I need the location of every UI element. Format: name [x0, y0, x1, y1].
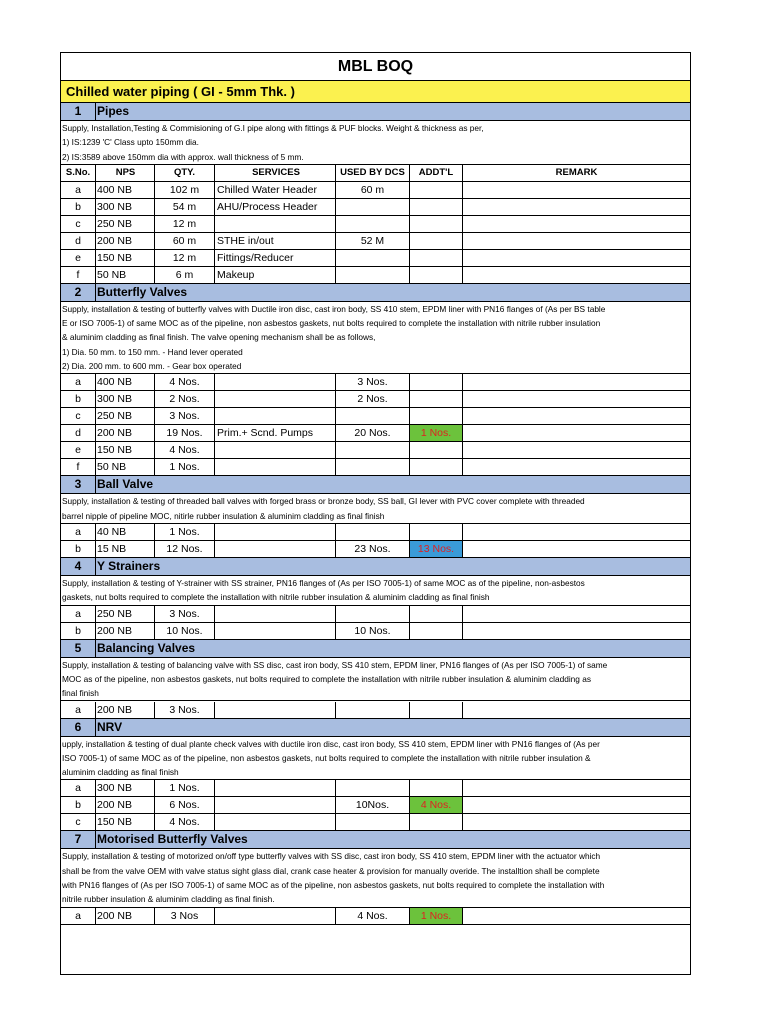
- table-row: [61, 391, 690, 408]
- description-line: final finish: [62, 688, 99, 699]
- section-description: [61, 494, 690, 524]
- table-row: [61, 199, 690, 216]
- nps-cell: 250 NB: [96, 606, 155, 622]
- section-number: 5: [61, 640, 96, 657]
- addtl-cell: 4 Nos.: [410, 797, 463, 813]
- used-by-dcs-cell: 2 Nos.: [336, 391, 410, 407]
- services-cell: [215, 216, 336, 232]
- section-number: 6: [61, 719, 96, 736]
- remark-cell: [463, 780, 690, 796]
- section-header: [61, 640, 690, 658]
- services-cell: AHU/Process Header: [215, 199, 336, 215]
- used-by-dcs-cell: [336, 524, 410, 540]
- qty-cell: 12 m: [155, 250, 215, 266]
- section-description: [61, 658, 690, 702]
- qty-cell: 4 Nos.: [155, 442, 215, 458]
- table-row: [61, 233, 690, 250]
- nps-cell: 300 NB: [96, 391, 155, 407]
- table-row: [61, 702, 690, 719]
- table-row: [61, 408, 690, 425]
- description-line: Supply, installation & testing of butterfly valves with Ductile iron disc, cast iron body, SS 410 stem, EPDM liner with PN16 flanges of (As per BS table: [62, 303, 606, 314]
- section-header: [61, 719, 690, 737]
- section-number: 1: [61, 103, 96, 120]
- description-line: shall be from the valve OEM with valve status sight glass dial, crank case heater & provision for manually overide. The installtion shall be complete: [62, 865, 600, 876]
- qty-cell: 1 Nos.: [155, 780, 215, 796]
- remark-cell: [463, 623, 690, 639]
- sno-cell: b: [61, 391, 96, 407]
- description-line: ISO 7005-1) of same MOC as of the pipeline, non asbestos gaskets, nut bolts required to complete the installation with nitrile rubber insulation &: [62, 752, 591, 763]
- sno-cell: c: [61, 814, 96, 830]
- remark-cell: [463, 541, 690, 557]
- section-title: NRV: [97, 719, 123, 734]
- used-by-dcs-cell: 60 m: [336, 182, 410, 198]
- boq-sheet: [60, 52, 691, 975]
- description-line: & aluminim cladding as final finish. The valve opening mechanism shall be as follows,: [62, 332, 376, 343]
- addtl-cell: [410, 267, 463, 283]
- table-row: [61, 524, 690, 541]
- qty-cell: 4 Nos.: [155, 374, 215, 390]
- services-cell: [215, 623, 336, 639]
- sno-cell: f: [61, 267, 96, 283]
- table-row: [61, 250, 690, 267]
- nps-cell: 200 NB: [96, 908, 155, 924]
- nps-cell: 300 NB: [96, 780, 155, 796]
- services-cell: [215, 606, 336, 622]
- services-cell: Fittings/Reducer: [215, 250, 336, 266]
- used-by-dcs-cell: 52 M: [336, 233, 410, 249]
- remark-cell: [463, 908, 690, 924]
- remark-cell: [463, 425, 690, 441]
- description-line: Supply, installation & testing of balancing valve with SS disc, cast iron body, SS 410 stem, EPDM liner, PN16 flanges of (As per ISO 7005-1) of same: [62, 659, 608, 670]
- qty-cell: 6 m: [155, 267, 215, 283]
- nps-cell: 200 NB: [96, 233, 155, 249]
- nps-cell: 150 NB: [96, 250, 155, 266]
- section-title: Butterfly Valves: [97, 284, 188, 299]
- description-line: nitrile rubber insulation & aluminim cladding as final finish.: [62, 894, 275, 905]
- section-description: [61, 121, 690, 165]
- table-row: [61, 606, 690, 623]
- qty-cell: 54 m: [155, 199, 215, 215]
- qty-cell: 1 Nos.: [155, 524, 215, 540]
- qty-cell: 1 Nos.: [155, 459, 215, 475]
- qty-cell: 3 Nos.: [155, 408, 215, 424]
- nps-cell: 15 NB: [96, 541, 155, 557]
- sno-cell: b: [61, 199, 96, 215]
- sno-cell: a: [61, 908, 96, 924]
- column-header-row: [61, 165, 690, 182]
- column-header: QTY.: [155, 165, 215, 181]
- remark-cell: [463, 797, 690, 813]
- description-line: Supply, installation & testing of threaded ball valves with forged brass or bronze body, SS ball, GI lever with PVC cover complete with threaded: [62, 496, 585, 507]
- section-number: 7: [61, 831, 96, 848]
- sno-cell: a: [61, 524, 96, 540]
- qty-cell: 6 Nos.: [155, 797, 215, 813]
- nps-cell: 250 NB: [96, 216, 155, 232]
- column-header: USED BY DCS: [336, 165, 410, 181]
- section-header: [61, 103, 690, 121]
- sno-cell: e: [61, 250, 96, 266]
- addtl-cell: [410, 391, 463, 407]
- used-by-dcs-cell: 23 Nos.: [336, 541, 410, 557]
- description-line: Supply, Installation,Testing & Commisioning of G.I pipe along with fittings & PUF blocks. Weight & thickness as per,: [62, 123, 484, 133]
- table-row: [61, 541, 690, 558]
- nps-cell: 40 NB: [96, 524, 155, 540]
- table-row: [61, 442, 690, 459]
- table-row: [61, 623, 690, 640]
- nps-cell: 200 NB: [96, 425, 155, 441]
- addtl-cell: [410, 702, 463, 718]
- nps-cell: 400 NB: [96, 182, 155, 198]
- addtl-cell: [410, 780, 463, 796]
- column-header: ADDT'L: [410, 165, 463, 181]
- sno-cell: a: [61, 702, 96, 718]
- sno-cell: c: [61, 408, 96, 424]
- table-row: [61, 459, 690, 476]
- section-title: Motorised Butterfly Valves: [97, 832, 248, 847]
- qty-cell: 19 Nos.: [155, 425, 215, 441]
- qty-cell: 12 m: [155, 216, 215, 232]
- section-number: 2: [61, 284, 96, 301]
- table-row: [61, 374, 690, 391]
- nps-cell: 200 NB: [96, 702, 155, 718]
- nps-cell: 150 NB: [96, 442, 155, 458]
- remark-cell: [463, 267, 690, 283]
- services-cell: [215, 524, 336, 540]
- description-line: with PN16 flanges of (As per ISO 7005-1) of same MOC as of the pipeline, non asbestos gaskets, nut bolts required to complete the installation with: [62, 879, 605, 890]
- services-cell: [215, 797, 336, 813]
- services-cell: [215, 374, 336, 390]
- qty-cell: 12 Nos.: [155, 541, 215, 557]
- table-row: [61, 425, 690, 442]
- qty-cell: 3 Nos: [155, 908, 215, 924]
- column-header: REMARK: [555, 166, 598, 178]
- remark-cell: [463, 814, 690, 830]
- qty-cell: 102 m: [155, 182, 215, 198]
- table-row: [61, 814, 690, 831]
- used-by-dcs-cell: 4 Nos.: [336, 908, 410, 924]
- addtl-cell: [410, 182, 463, 198]
- nps-cell: 50 NB: [96, 267, 155, 283]
- remark-cell: [463, 442, 690, 458]
- qty-cell: 3 Nos.: [155, 702, 215, 718]
- used-by-dcs-cell: [336, 780, 410, 796]
- services-cell: [215, 780, 336, 796]
- description-line: gaskets, nut bolts required to complete the installation with nitrile rubber insulation & aluminim cladding as final finish: [62, 592, 490, 603]
- description-line: Supply, installation & testing of motorized on/off type butterfly valves with SS disc, cast iron body, SS 410 stem, EPDM liner with the actuator which: [62, 851, 601, 862]
- addtl-cell: [410, 408, 463, 424]
- services-cell: STHE in/out: [215, 233, 336, 249]
- section-header: [61, 558, 690, 576]
- used-by-dcs-cell: [336, 702, 410, 718]
- column-header: SERVICES: [215, 165, 336, 181]
- remark-cell: [463, 216, 690, 232]
- addtl-cell: 1 Nos.: [410, 425, 463, 441]
- addtl-cell: 1 Nos.: [410, 908, 463, 924]
- nps-cell: 300 NB: [96, 199, 155, 215]
- sno-cell: d: [61, 233, 96, 249]
- section-title: Ball Valve: [97, 477, 154, 492]
- remark-cell: [463, 702, 690, 718]
- remark-cell: [463, 250, 690, 266]
- remark-cell: [463, 391, 690, 407]
- used-by-dcs-cell: 10 Nos.: [336, 623, 410, 639]
- qty-cell: 2 Nos.: [155, 391, 215, 407]
- table-row: [61, 908, 690, 925]
- description-line: aluminim cladding as final finish: [62, 767, 179, 778]
- addtl-cell: [410, 233, 463, 249]
- services-cell: Makeup: [215, 267, 336, 283]
- description-line: 1) IS:1239 'C' Class upto 150mm dia.: [62, 137, 199, 148]
- sno-cell: f: [61, 459, 96, 475]
- addtl-cell: [410, 623, 463, 639]
- used-by-dcs-cell: 10Nos.: [336, 797, 410, 813]
- section-description: [61, 849, 690, 907]
- nps-cell: 200 NB: [96, 797, 155, 813]
- remark-cell: [463, 199, 690, 215]
- qty-cell: 3 Nos.: [155, 606, 215, 622]
- description-line: upply, installation & testing of dual plante check valves with ductile iron disc, cast iron body, SS 410 stem, EPDM liner with PN16 flanges of (As per: [62, 738, 600, 749]
- used-by-dcs-cell: [336, 250, 410, 266]
- section-number: 3: [61, 476, 96, 493]
- table-row: [61, 780, 690, 797]
- services-cell: [215, 459, 336, 475]
- column-header: NPS: [96, 165, 155, 181]
- nps-cell: 250 NB: [96, 408, 155, 424]
- remark-cell: [463, 459, 690, 475]
- table-row: [61, 267, 690, 284]
- used-by-dcs-cell: [336, 408, 410, 424]
- column-header: S.No.: [61, 165, 96, 181]
- used-by-dcs-cell: [336, 199, 410, 215]
- used-by-dcs-cell: [336, 267, 410, 283]
- table-row: [61, 797, 690, 814]
- section-header: [61, 284, 690, 302]
- section-number: 4: [61, 558, 96, 575]
- sno-cell: e: [61, 442, 96, 458]
- services-cell: [215, 541, 336, 557]
- qty-cell: 4 Nos.: [155, 814, 215, 830]
- description-line: 2) Dia. 200 mm. to 600 mm. - Gear box operated: [62, 361, 242, 372]
- remark-cell: [463, 182, 690, 198]
- sno-cell: b: [61, 623, 96, 639]
- remark-cell: [463, 408, 690, 424]
- addtl-cell: [410, 374, 463, 390]
- nps-cell: 150 NB: [96, 814, 155, 830]
- nps-cell: 200 NB: [96, 623, 155, 639]
- description-line: 1) Dia. 50 mm. to 150 mm. - Hand lever operated: [62, 346, 243, 357]
- used-by-dcs-cell: [336, 442, 410, 458]
- sno-cell: a: [61, 182, 96, 198]
- services-cell: [215, 442, 336, 458]
- description-line: E or ISO 7005-1) of same MOC as of the pipeline, non asbestos gaskets, nut bolts required to complete the installation with nitrile rubber insulation: [62, 318, 601, 329]
- remark-cell: [463, 524, 690, 540]
- section-description: [61, 576, 690, 606]
- section-header: [61, 476, 690, 494]
- services-cell: [215, 814, 336, 830]
- sno-cell: d: [61, 425, 96, 441]
- remark-cell: [463, 374, 690, 390]
- addtl-cell: 13 Nos.: [410, 541, 463, 557]
- description-line: MOC as of the pipeline, non asbestos gaskets, nut bolts required to complete the installation with nitrile rubber insulation & aluminim cladding as: [62, 673, 591, 684]
- sno-cell: c: [61, 216, 96, 232]
- description-line: 2) IS:3589 above 150mm dia with approx. wall thickness of 5 mm.: [62, 151, 304, 162]
- qty-cell: 60 m: [155, 233, 215, 249]
- addtl-cell: [410, 442, 463, 458]
- section-header: [61, 831, 690, 849]
- sno-cell: a: [61, 374, 96, 390]
- addtl-cell: [410, 524, 463, 540]
- used-by-dcs-cell: 3 Nos.: [336, 374, 410, 390]
- table-row: [61, 216, 690, 233]
- addtl-cell: [410, 459, 463, 475]
- used-by-dcs-cell: [336, 459, 410, 475]
- services-cell: [215, 908, 336, 924]
- description-line: Supply, installation & testing of Y-strainer with SS strainer, PN16 flanges of (As per ISO 7005-1) of same MOC as of the pipeline, non-asbestos: [62, 578, 585, 588]
- description-line: barrel nipple of pipeline MOC, nitirle rubber insulation & aluminim cladding as final finish: [62, 510, 385, 521]
- qty-cell: 10 Nos.: [155, 623, 215, 639]
- sno-cell: b: [61, 541, 96, 557]
- page-title: MBL BOQ: [61, 53, 690, 81]
- nps-cell: 400 NB: [96, 374, 155, 390]
- addtl-cell: [410, 606, 463, 622]
- sno-cell: a: [61, 780, 96, 796]
- section-description: [61, 737, 690, 781]
- section-title: Balancing Valves: [97, 640, 196, 655]
- services-cell: [215, 408, 336, 424]
- category-band: Chilled water piping ( GI - 5mm Thk. ): [61, 81, 690, 103]
- addtl-cell: [410, 199, 463, 215]
- section-title: Pipes: [97, 104, 130, 118]
- used-by-dcs-cell: 20 Nos.: [336, 425, 410, 441]
- sno-cell: b: [61, 797, 96, 813]
- sno-cell: a: [61, 606, 96, 622]
- addtl-cell: [410, 250, 463, 266]
- services-cell: [215, 702, 336, 718]
- addtl-cell: [410, 814, 463, 830]
- nps-cell: 50 NB: [96, 459, 155, 475]
- services-cell: Prim.+ Scnd. Pumps: [215, 425, 336, 441]
- services-cell: Chilled Water Header: [215, 182, 336, 198]
- used-by-dcs-cell: [336, 814, 410, 830]
- remark-cell: [463, 233, 690, 249]
- table-row: [61, 182, 690, 199]
- section-description: [61, 302, 690, 375]
- addtl-cell: [410, 216, 463, 232]
- used-by-dcs-cell: [336, 606, 410, 622]
- used-by-dcs-cell: [336, 216, 410, 232]
- services-cell: [215, 391, 336, 407]
- remark-cell: [463, 606, 690, 622]
- section-title: Y Strainers: [97, 559, 161, 573]
